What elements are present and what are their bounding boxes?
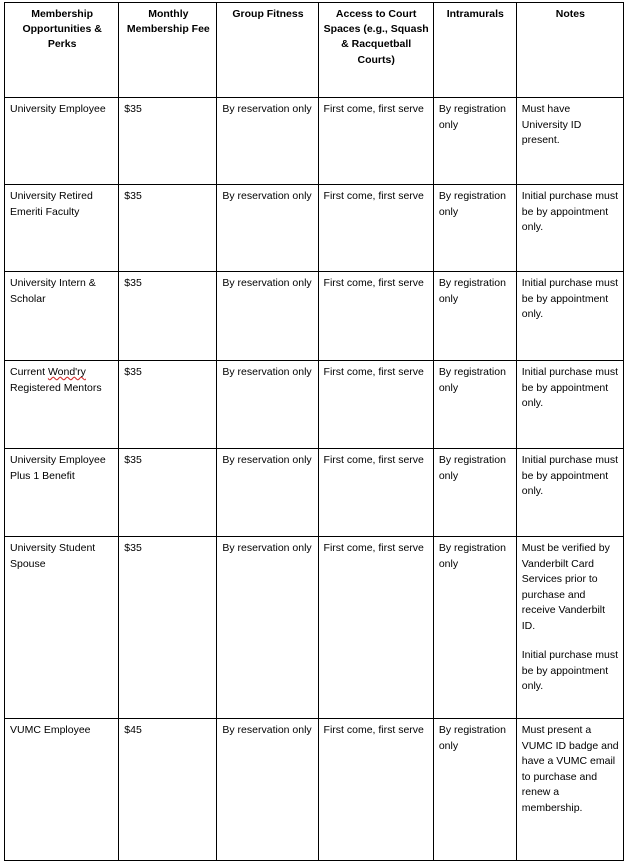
cell-membership: University Employee [5,98,119,185]
table-row [5,719,624,861]
cell-group-fitness: By reservation only [217,98,318,185]
membership-text-suffix: Registered Mentors [10,381,102,394]
cell-intramurals: By registration only [433,537,516,719]
cell-fee: $35 [119,272,217,361]
cell-membership: University Student Spouse [5,537,119,719]
cell-fee: $35 [119,361,217,449]
table-row [5,449,624,537]
note-paragraph: Initial purchase must be by appointment only. [521,277,619,321]
column-header-fee: Monthly Membership Fee [119,3,217,98]
cell-intramurals: By registration only [433,361,516,449]
membership-table [4,2,624,861]
column-header-membership: Membership Opportunities & Perks [5,3,119,98]
cell-fee: $35 [119,449,217,537]
cell-court-access: First come, first serve [318,449,433,537]
cell-group-fitness: By reservation only [217,361,318,449]
cell-notes [516,98,623,185]
membership-text-prefix: Current [10,366,48,378]
cell-intramurals: By registration only [433,719,516,861]
cell-membership: University Intern & Scholar [5,272,119,361]
table-row [5,272,624,361]
note-paragraph: Initial purchase must be by appointment only. [521,366,619,410]
column-header-group-fitness: Group Fitness [217,3,318,98]
table-header-row [5,3,624,98]
cell-court-access: First come, first serve [318,361,433,449]
table-row [5,537,624,719]
cell-notes [516,449,623,537]
cell-group-fitness: By reservation only [217,185,318,272]
cell-fee: $35 [119,98,217,185]
cell-group-fitness: By reservation only [217,272,318,361]
cell-notes [516,272,623,361]
cell-notes [516,361,623,449]
cell-notes [516,185,623,272]
cell-fee: $35 [119,185,217,272]
note-paragraph: Initial purchase must be by appointment only. [521,454,619,498]
cell-court-access: First come, first serve [318,272,433,361]
cell-fee: $45 [119,719,217,861]
document-page [0,2,627,845]
cell-court-access: First come, first serve [318,185,433,272]
cell-court-access: First come, first serve [318,98,433,185]
note-paragraph: Must be verified by Vanderbilt Card Services prior to purchase and receive Vanderbilt ID. [521,542,610,632]
cell-intramurals: By registration only [433,98,516,185]
cell-court-access: First come, first serve [318,719,433,861]
cell-membership [5,361,119,449]
cell-membership: University Employee Plus 1 Benefit [5,449,119,537]
cell-group-fitness: By reservation only [217,719,318,861]
cell-group-fitness: By reservation only [217,537,318,719]
cell-court-access: First come, first serve [318,537,433,719]
column-header-notes: Notes [516,3,623,98]
note-paragraph: Must have University ID present. [521,103,582,147]
cell-intramurals: By registration only [433,272,516,361]
cell-notes [516,537,623,719]
spellcheck-flagged-word: Wond'ry [47,366,86,378]
table-row [5,98,624,185]
cell-membership: VUMC Employee [5,719,119,861]
cell-membership: University Retired Emeriti Faculty [5,185,119,272]
cell-intramurals: By registration only [433,185,516,272]
note-paragraph: Must present a VUMC ID badge and have a VUMC email to purchase and renew a membership. [521,724,619,814]
column-header-court-access: Access to Court Spaces (e.g., Squash & Racquetball Courts) [318,3,433,98]
column-header-intramurals: Intramurals [433,3,516,98]
note-paragraph: Initial purchase must be by appointment only. [521,649,619,693]
cell-notes [516,719,623,861]
cell-intramurals: By registration only [433,449,516,537]
table-row [5,185,624,272]
cell-group-fitness: By reservation only [217,449,318,537]
cell-fee: $35 [119,537,217,719]
table-row [5,361,624,449]
note-paragraph: Initial purchase must be by appointment only. [521,190,619,234]
